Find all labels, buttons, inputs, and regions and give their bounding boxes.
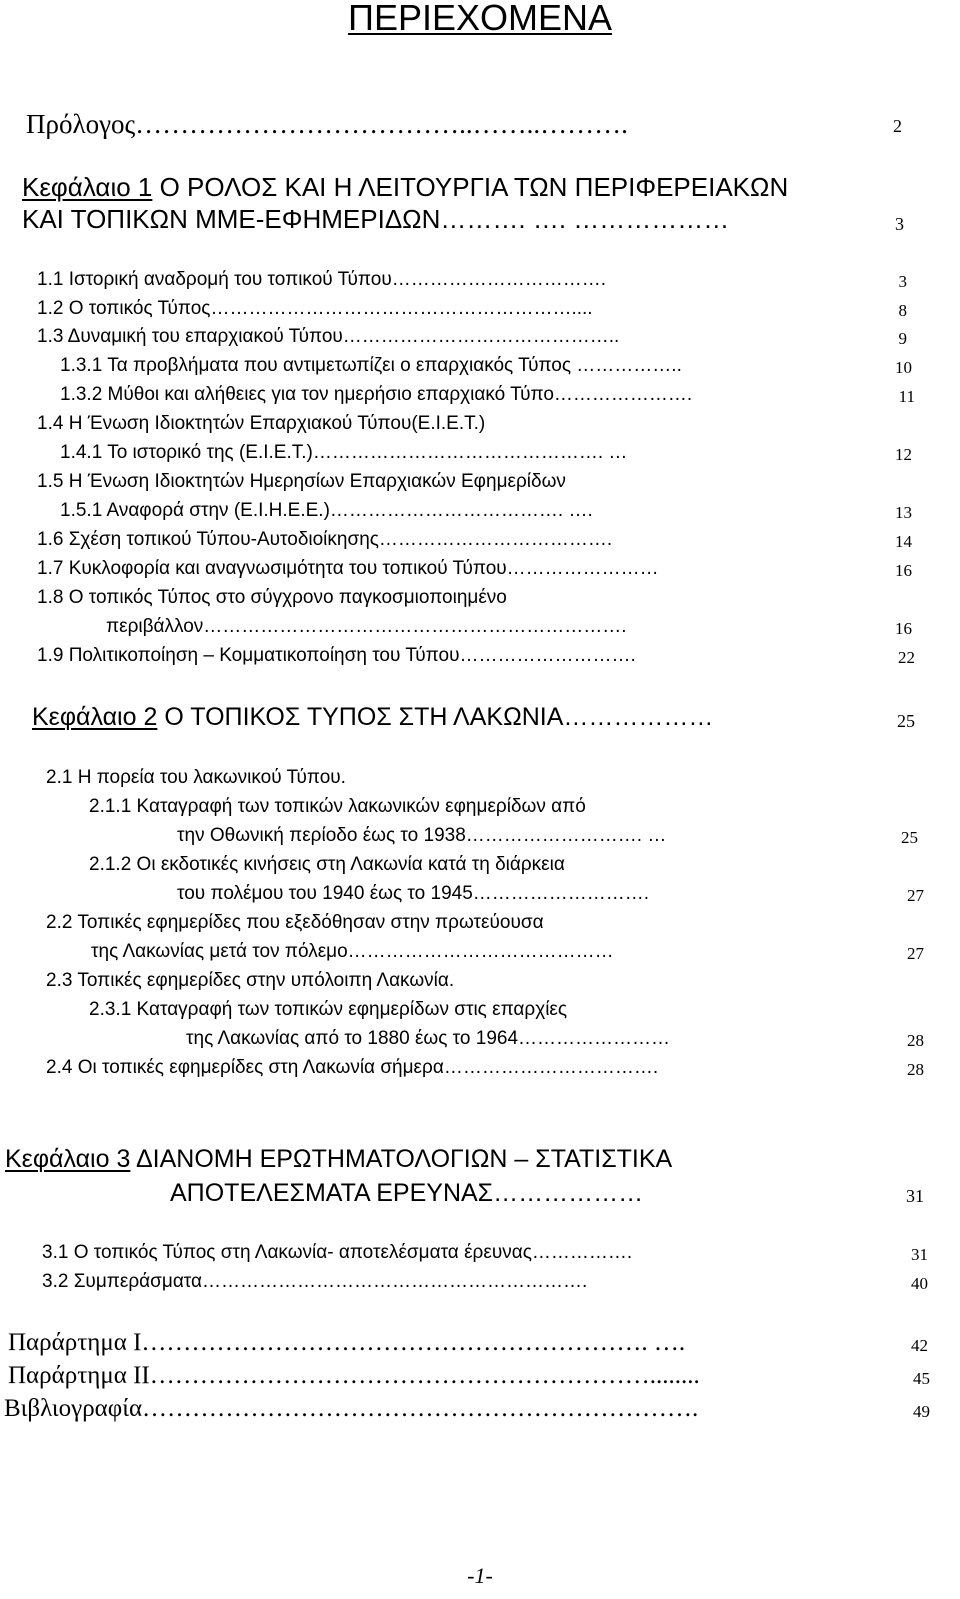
toc-item-3-1-page: 31: [911, 1245, 928, 1264]
toc-item-3-2-page: 40: [911, 1274, 928, 1293]
toc-item-1-3-1: 1.3.1 Τα προβλήματα που αντιμετωπίζει ο επαρχιακός Τύπος ……………..: [60, 355, 682, 376]
toc-prologue: Πρόλογος………………………………..……..……….: [26, 109, 628, 139]
toc-item-2-1-2-cont: του πολέμου του 1940 έως το 1945……………………….: [177, 883, 650, 904]
toc-item-2-1-2: 2.1.2 Οι εκδοτικές κινήσεις στη Λακωνία κατά τη διάρκεια: [89, 854, 565, 875]
toc-item-1-8-page: 16: [895, 619, 912, 638]
toc-appendix-1: Παράρτημα Ι……………………………………………………. ….: [8, 1329, 686, 1356]
chapter-2-page: 25: [897, 711, 915, 731]
page-title: ΠΕΡΙΕΧΟΜΕΝΑ: [347, 0, 613, 38]
chapter-1-heading: [22, 174, 788, 200]
toc-bibliography: Βιβλιογραφία………………………………………………………….: [4, 1395, 699, 1422]
toc-item-1-2-page: 8: [898, 301, 907, 320]
toc-item-2-3-1: 2.3.1 Καταγραφή των τοπικών εφημερίδων στις επαρχίες: [89, 999, 568, 1020]
toc-item-1-3-page: 9: [898, 329, 907, 348]
toc-item-2-3-1-cont: της Λακωνίας από το 1880 έως το 1964……………………: [186, 1028, 671, 1049]
chapter-2-title: Ο ΤΟΠΙΚΟΣ ΤΥΠΟΣ ΣΤΗ ΛΑΚΩΝΙΑ………………: [157, 703, 714, 731]
toc-item-1-9: 1.9 Πολιτικοποίηση – Κομματικοποίηση του Τύπου……………………….: [37, 645, 636, 666]
toc-appendix-2: Παράρτημα ΙΙ……………………………………………………........: [8, 1362, 700, 1389]
toc-item-1-3: 1.3 Δυναμική του επαρχιακού Τύπου……………………………………..: [37, 326, 620, 347]
page-number-footer: -1-: [467, 1563, 493, 1588]
toc-item-2-1-2-page: 27: [907, 886, 924, 905]
toc-item-1-3-2-page: 11: [898, 387, 915, 406]
chapter-3-title-line2: ΑΠΟΤΕΛΕΣΜΑΤΑ ΕΡΕΥΝΑΣ………………: [170, 1179, 644, 1207]
toc-item-1-5-1-page: 13: [895, 503, 912, 522]
toc-item-3-2: 3.2 Συμπεράσματα…………………………………………………….: [42, 1271, 588, 1292]
toc-item-1-2: 1.2 Ο τοπικός Τύπος…………………………………………………....: [37, 298, 593, 319]
toc-item-1-4-1-page: 12: [895, 445, 912, 464]
toc-appendix-1-page: 42: [911, 1336, 928, 1355]
chapter-1-page: 3: [895, 214, 904, 234]
toc-item-1-7: 1.7 Κυκλοφορία και αναγνωσιμότητα του τοπικού Τύπου……………………: [37, 558, 659, 579]
toc-item-1-3-2: 1.3.2 Μύθοι και αλήθειες για τον ημερήσιο επαρχιακό Τύπο………………….: [60, 384, 693, 405]
toc-item-2-4: 2.4 Οι τοπικές εφημερίδες στη Λακωνία σήμερα…………………………….: [46, 1057, 659, 1078]
toc-item-2-4-page: 28: [907, 1060, 924, 1079]
toc-item-1-4-1: 1.4.1 Το ιστορικό της (Ε.Ι.Ε.Τ.)………………………………………. …: [60, 442, 628, 463]
chapter-1-label: Κεφάλαιο 1: [22, 172, 153, 202]
toc-item-1-9-page: 22: [898, 648, 915, 667]
toc-item-1-6-page: 14: [895, 532, 912, 551]
chapter-2-label: Κεφάλαιο 2: [32, 703, 158, 731]
toc-item-1-1: 1.1 Ιστορική αναδρομή του τοπικού Τύπου…………………………….: [37, 269, 607, 290]
toc-item-3-1: 3.1 Ο τοπικός Τύπος στη Λακωνία- αποτελέσματα έρευνας…………….: [42, 1242, 633, 1263]
chapter-3-heading: [5, 1147, 672, 1172]
toc-item-1-5-1: 1.5.1 Αναφορά στην (Ε.Ι.Η.Ε.Ε.)………………………………. ….: [60, 500, 593, 521]
chapter-2-heading: [32, 705, 713, 730]
chapter-1-title-line2: ΚΑΙ ΤΟΠΙΚΩΝ ΜΜΕ-ΕΦΗΜΕΡΙΔΩΝ………. …. ………………: [22, 204, 730, 234]
toc-item-2-1: 2.1 Η πορεία του λακωνικού Τύπου.: [46, 767, 346, 788]
toc-appendix-2-page: 45: [913, 1369, 930, 1388]
toc-item-1-8-cont: περιβάλλον………………………………………………………….: [106, 616, 627, 637]
toc-item-2-1-1-page: 25: [901, 828, 918, 847]
toc-item-1-6: 1.6 Σχέση τοπικού Τύπου-Αυτοδιοίκησης……………………………….: [37, 529, 613, 550]
toc-item-1-3-1-page: 10: [895, 358, 912, 377]
chapter-3-label: Κεφάλαιο 3: [5, 1145, 131, 1173]
toc-item-1-1-page: 3: [898, 272, 907, 291]
toc-item-1-8: 1.8 Ο τοπικός Τύπος στο σύγχρονο παγκοσμιοποιημένο: [37, 587, 507, 608]
toc-item-2-2: 2.2 Τοπικές εφημερίδες που εξεδόθησαν στην πρωτεύουσα: [46, 912, 544, 933]
toc-prologue-page: 2: [893, 116, 902, 136]
toc-item-2-2-cont: της Λακωνίας μετά τον πόλεμο……………………………………: [91, 941, 614, 962]
chapter-3-page: 31: [906, 1186, 924, 1206]
toc-item-2-2-page: 27: [907, 944, 924, 963]
chapter-3-title-line1: ΔΙΑΝΟΜΗ ΕΡΩΤΗΜΑΤΟΛΟΓΙΩΝ – ΣΤΑΤΙΣΤΙΚΑ: [130, 1145, 673, 1173]
toc-item-2-1-1-cont: την Οθωνική περίοδο έως το 1938………………………. …: [177, 825, 667, 846]
toc-bibliography-page: 49: [913, 1402, 930, 1421]
toc-item-1-5: 1.5 Η Ένωση Ιδιοκτητών Ημερησίων Επαρχιακών Εφημερίδων: [37, 471, 566, 492]
chapter-1-title-line1: Ο ΡΟΛΟΣ ΚΑΙ Η ΛΕΙΤΟΥΡΓΙΑ ΤΩΝ ΠΕΡΙΦΕΡΕΙΑΚΩΝ: [152, 172, 789, 202]
toc-item-1-4: 1.4 Η Ένωση Ιδιοκτητών Επαρχιακού Τύπου(Ε.Ι.Ε.Τ.): [37, 413, 486, 434]
toc-item-2-1-1: 2.1.1 Καταγραφή των τοπικών λακωνικών εφημερίδων από: [89, 796, 586, 817]
toc-item-2-3-1-page: 28: [907, 1031, 924, 1050]
toc-item-1-7-page: 16: [895, 561, 912, 580]
toc-item-2-3: 2.3 Τοπικές εφημερίδες στην υπόλοιπη Λακωνία.: [46, 970, 455, 991]
